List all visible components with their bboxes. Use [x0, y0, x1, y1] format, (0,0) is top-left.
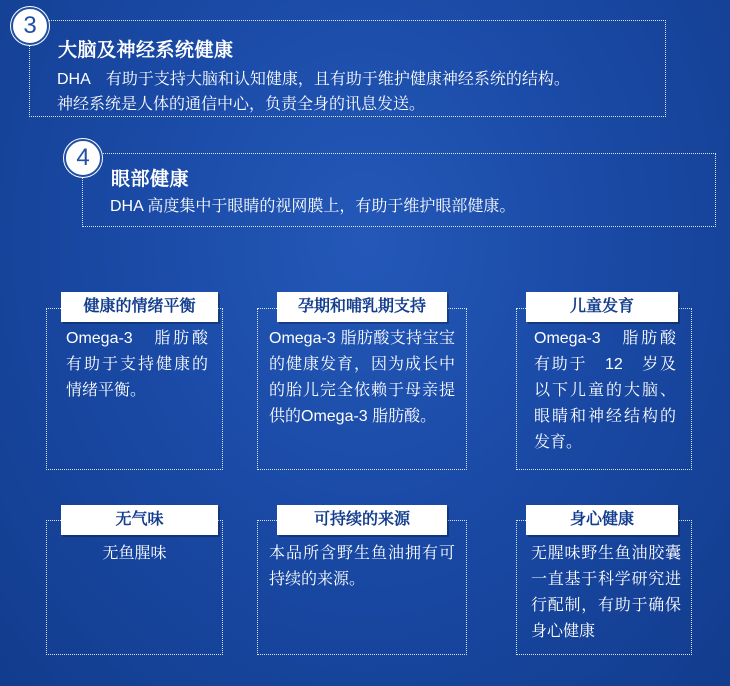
- wellbeing-label: 身心健康: [526, 505, 678, 535]
- emotional-balance-label: 健康的情绪平衡: [61, 292, 218, 322]
- eye-health-line-1: DHA 高度集中于眼睛的视网膜上，有助于维护眼部健康。: [110, 198, 516, 215]
- section-number-badge: 3: [11, 7, 49, 45]
- sustainable-source-text: 本品所含野生鱼油拥有可持续的来源。: [269, 545, 455, 588]
- emotional-balance-text: Omega-3 脂肪酸有助于支持健康的情绪平衡。: [66, 330, 208, 399]
- section-number-badge: 4: [64, 139, 102, 177]
- brain-health-line-1: DHA 有助于支持大脑和认知健康，且有助于维护健康神经系统的结构。: [57, 71, 570, 88]
- sustainable-source-label: 可持续的来源: [277, 505, 447, 535]
- brain-health-title: 大脑及神经系统健康: [58, 40, 234, 61]
- wellbeing-text: 无腥味野生鱼油胶囊一直基于科学研究进行配制，有助于确保身心健康: [531, 545, 681, 640]
- brain-health-line-2: 神经系统是人体的通信中心，负责全身的讯息发送。: [57, 96, 426, 113]
- odorless-label: 无气味: [61, 505, 218, 535]
- child-development-text: Omega-3 脂肪酸有助于 12 岁及以下儿童的大脑、眼睛和神经结构的发育。: [534, 330, 676, 451]
- pregnancy-support-text: Omega-3 脂肪酸支持宝宝的健康发育，因为成长中的胎儿完全依赖于母亲提供的Omega-3 脂肪酸。: [269, 330, 455, 425]
- pregnancy-support-label: 孕期和哺乳期支持: [277, 292, 447, 322]
- odorless-text: 无鱼腥味: [102, 545, 167, 562]
- child-development-label: 儿童发育: [526, 292, 678, 322]
- eye-health-title: 眼部健康: [111, 169, 190, 190]
